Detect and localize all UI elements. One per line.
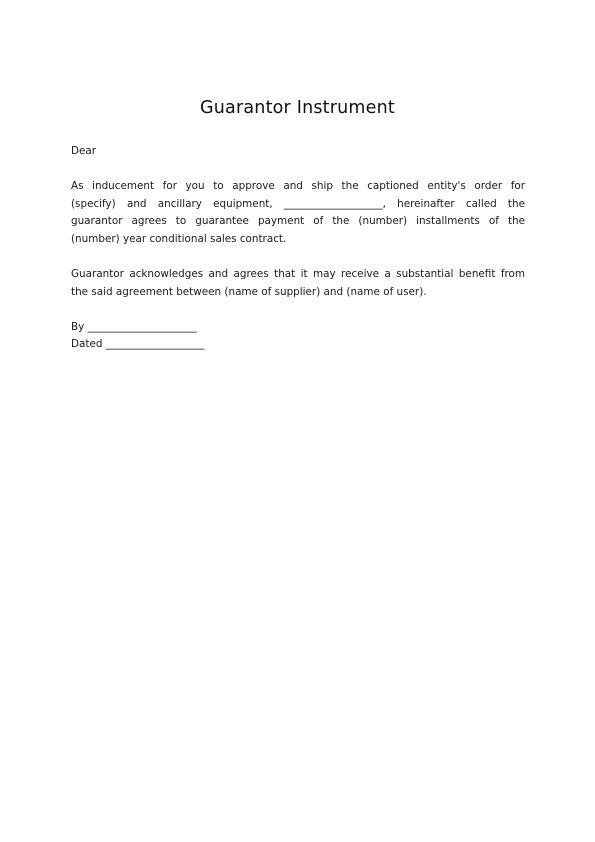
acknowledgement-paragraph — [71, 266, 525, 301]
paragraph-line: the said agreement between (name of supplier) and (name of user). — [71, 285, 427, 298]
document-title: Guarantor Instrument — [200, 98, 395, 118]
signature-dated-line: Dated ___________________ — [71, 338, 205, 350]
paragraph-line: Guarantor acknowledges and agrees that it may receive a substantial benefit from — [71, 268, 525, 280]
paragraph-line: guarantor agrees to guarantee payment of the (number) installments of the — [71, 215, 525, 227]
signature-by-line: By _____________________ — [71, 321, 197, 333]
paragraph-line: (number) year conditional sales contract. — [71, 232, 287, 245]
paragraph-line: (specify) and ancillary equipment, ___________________, hereinafter called the — [71, 197, 525, 210]
inducement-paragraph — [71, 178, 525, 248]
salutation: Dear — [71, 145, 97, 157]
paragraph-line: As inducement for you to approve and ship the captioned entity's order for — [71, 180, 525, 192]
